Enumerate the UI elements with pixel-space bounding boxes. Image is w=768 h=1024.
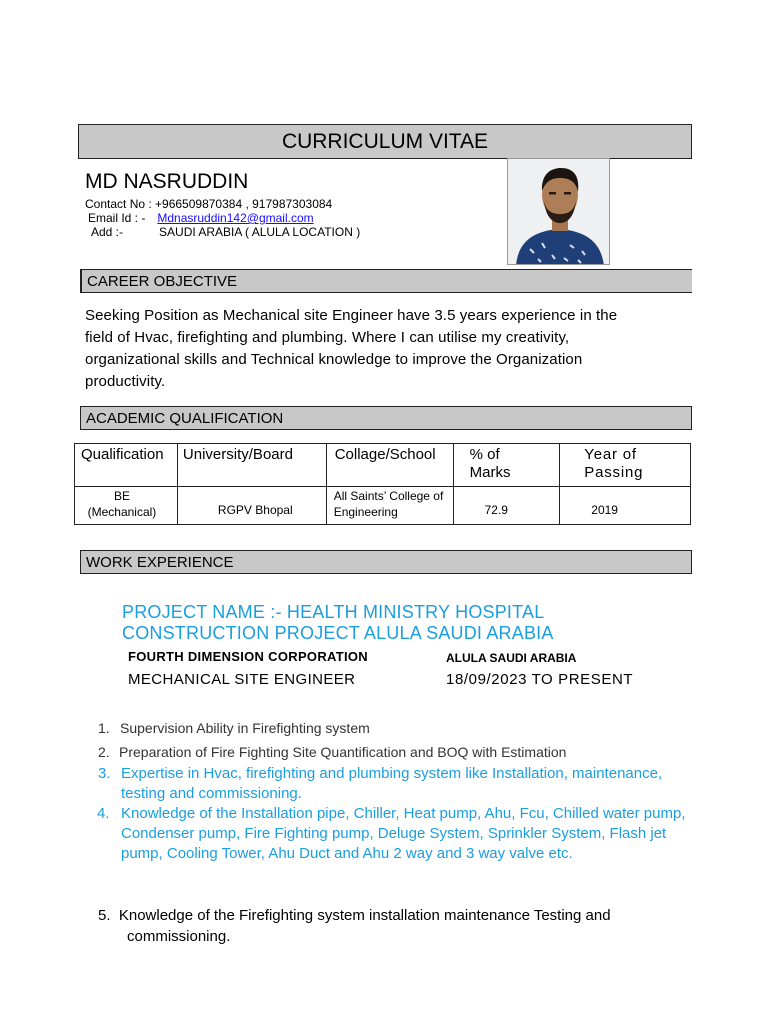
list-item-text: Preparation of Fire Fighting Site Quantification and BOQ with Estimation [119,744,567,760]
col-qualification: Qualification [75,444,178,487]
cell-college: All Saints’ College of Engineering [326,487,453,525]
list-item-line [98,905,658,926]
objective-text: Seeking Position as Mechanical site Engineer have 3.5 years experience in the field of Hvac, firefighting and plumbing. Where I can utilise my creativity, organizational skills and Technical knowledge to improve the Organization productivity. [85,307,618,390]
work-experience-title: WORK EXPERIENCE [86,553,234,571]
job-role: MECHANICAL SITE ENGINEER [128,671,356,688]
job-dates: 18/09/2023 TO PRESENT [446,671,634,688]
email-line [88,211,314,225]
company-location: ALULA SAUDI ARABIA [446,651,577,665]
academic-title: ACADEMIC QUALIFICATION [86,409,284,427]
cell-university: RGPV Bhopal [177,487,326,525]
list-item-text: Knowledge of the Firefighting system installation maintenance Testing and [118,907,611,924]
cell-qualification: BE (Mechanical) [75,487,178,525]
list-item-text: Supervision Ability in Firefighting system [120,720,370,736]
list-item-number: 2. [98,744,110,760]
academic-table [74,443,691,525]
contact-line [85,197,332,211]
career-objective-title: CAREER OBJECTIVE [87,272,238,290]
list-item-text: Expertise in Hvac, firefighting and plumbing system like Installation, maintenance, testing and commissioning. [121,765,663,802]
list-item-number: 3. [98,765,111,782]
company-name: FOURTH DIMENSION CORPORATION [128,649,368,664]
list-item-number: 5. [98,907,111,924]
table-row [75,487,691,525]
profile-photo-image [508,159,610,265]
cv-title: CURRICULUM VITAE [281,129,489,153]
list-item-text-continued: commissioning. [127,928,231,945]
col-year: Year of Passing [560,444,691,487]
col-college: Collage/School [326,444,453,487]
cell-marks: 72.9 [453,487,560,525]
candidate-name: MD NASRUDDIN [85,170,249,193]
email-label: Email Id : - [88,211,146,225]
project-name: PROJECT NAME :- HEALTH MINISTRY HOSPITAL CONSTRUCTION PROJECT ALULA SAUDI ARABIA [122,602,554,643]
profile-photo [507,158,610,265]
cell-year: 2019 [560,487,691,525]
col-marks: % of Marks [453,444,560,487]
contact-label: Contact No : [85,197,156,211]
address-value: SAUDI ARABIA ( ALULA LOCATION ) [159,225,361,239]
email-link[interactable]: Mdnasruddin142@gmail.com [157,211,314,225]
career-objective-header [80,269,692,293]
address-line [91,225,360,239]
cv-title-bar [78,124,692,159]
list-item-number: 1. [98,720,110,736]
academic-header [80,406,692,430]
academic-table-header [75,444,691,487]
col-university: University/Board [177,444,326,487]
work-experience-header [80,550,692,574]
list-item-number: 4. [97,805,110,822]
address-label: Add :- [91,225,124,239]
contact-number: +966509870384 , 917987303084 [155,197,333,211]
list-item-text: Knowledge of the Installation pipe, Chiller, Heat pump, Ahu, Fcu, Chilled water pump, Condenser pump, Fire Fighting pump, Deluge System, Sprinkler System, Flash jet pump, Cooling Tower, Ahu Duct and Ahu 2 way and 3 way valve etc. [121,805,686,862]
